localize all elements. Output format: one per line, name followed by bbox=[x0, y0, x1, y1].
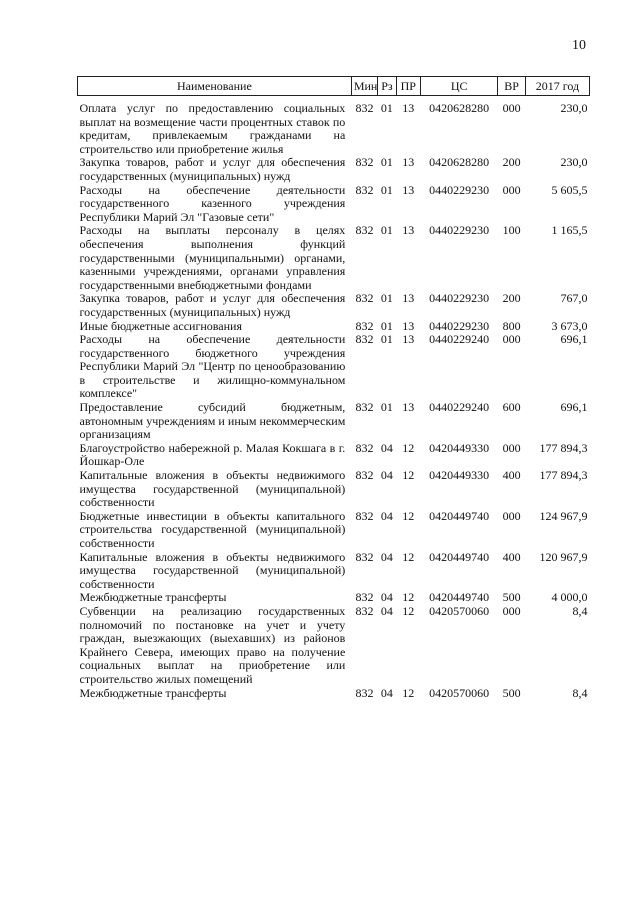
cell-min: 832 bbox=[355, 291, 374, 306]
cell-pr: 13 bbox=[402, 155, 415, 170]
cell-vr: 500 bbox=[502, 590, 521, 605]
cell-name: Иные бюджетные ассигнования bbox=[79, 318, 242, 333]
cell-cs: 0440229240 bbox=[429, 332, 490, 347]
cell-pr: 13 bbox=[402, 400, 415, 415]
cell-cs: 0440229230 bbox=[429, 182, 490, 197]
cell-vr: 200 bbox=[502, 291, 521, 306]
cell-name: Закупка товаров, работ и услуг для обеспечения государственных (муниципальных) нужд bbox=[79, 291, 346, 319]
cell-name: Межбюджетные трансферты bbox=[79, 590, 227, 605]
table-body bbox=[78, 96, 590, 701]
cell-amount: 8,4 bbox=[572, 685, 588, 700]
cell-cs: 0440229240 bbox=[429, 400, 490, 415]
cell-pr: 13 bbox=[402, 101, 415, 115]
cell-vr: 400 bbox=[502, 468, 521, 483]
cell-amount: 5 605,5 bbox=[551, 182, 588, 197]
cell-vr: 000 bbox=[502, 508, 521, 523]
header-cs: ЦС bbox=[421, 77, 498, 96]
table-row bbox=[78, 442, 590, 469]
cell-amount: 696,1 bbox=[560, 400, 588, 415]
table-row bbox=[78, 156, 590, 183]
cell-pr: 12 bbox=[402, 508, 415, 523]
cell-cs: 0420449330 bbox=[429, 440, 490, 455]
cell-pr: 12 bbox=[402, 685, 415, 700]
cell-cs: 0420570060 bbox=[429, 603, 490, 618]
cell-cs: 0420449330 bbox=[429, 468, 490, 483]
cell-min: 832 bbox=[355, 685, 374, 700]
table-row bbox=[78, 469, 590, 510]
cell-cs: 0440229230 bbox=[429, 223, 490, 238]
table-row bbox=[78, 510, 590, 551]
table-row bbox=[78, 605, 590, 687]
cell-rz: 04 bbox=[380, 508, 393, 523]
cell-vr: 000 bbox=[502, 182, 521, 197]
cell-min: 832 bbox=[355, 182, 374, 197]
cell-vr: 100 bbox=[502, 223, 521, 238]
cell-cs: 0440229230 bbox=[429, 291, 490, 306]
cell-vr: 200 bbox=[502, 155, 521, 170]
cell-pr: 13 bbox=[402, 332, 415, 347]
cell-name: Субвенции на реализацию государственных полномочий по постановке на учет и учету граждан, выезжающих (выехавших) из районов Крайнего Севера, имеющих право на получение социальных выплат на приобретение или строительство жилых помещений bbox=[79, 603, 346, 686]
cell-name: Расходы на обеспечение деятельности государственного казенного учреждения Республики Марий Эл "Газовые сети" bbox=[79, 182, 346, 224]
cell-name: Бюджетные инвестиции в объекты капитального строительства государственной (муниципальной) собственности bbox=[79, 508, 346, 550]
cell-min: 832 bbox=[355, 155, 374, 170]
cell-pr: 13 bbox=[402, 291, 415, 306]
cell-vr: 000 bbox=[502, 603, 521, 618]
cell-min: 832 bbox=[355, 400, 374, 415]
cell-amount: 177 894,3 bbox=[539, 468, 588, 483]
header-name: Наименование bbox=[78, 77, 352, 96]
cell-cs: 0440229230 bbox=[429, 318, 490, 333]
cell-amount: 230,0 bbox=[560, 155, 588, 170]
cell-pr: 12 bbox=[402, 549, 415, 564]
cell-pr: 13 bbox=[402, 223, 415, 238]
table-row bbox=[78, 184, 590, 225]
cell-cs: 0420449740 bbox=[429, 549, 490, 564]
header-min: Мин bbox=[351, 77, 377, 96]
cell-cs: 0420570060 bbox=[429, 685, 490, 700]
cell-amount: 8,4 bbox=[572, 603, 588, 618]
table-row bbox=[78, 292, 590, 319]
cell-name: Капитальные вложения в объекты недвижимого имущества государственной (муниципальной) собственности bbox=[79, 549, 346, 591]
table-row bbox=[78, 687, 590, 701]
cell-name: Расходы на обеспечение деятельности государственного бюджетного учреждения Республики Марий Эл "Центр по ценообразованию в строительстве и жилищно-коммунальном комплексе" bbox=[79, 332, 346, 401]
cell-amount: 120 967,9 bbox=[539, 549, 588, 564]
cell-rz: 04 bbox=[380, 685, 393, 700]
cell-min: 832 bbox=[355, 318, 374, 333]
cell-pr: 12 bbox=[402, 603, 415, 618]
table-row bbox=[78, 551, 590, 592]
cell-min: 832 bbox=[355, 223, 374, 238]
cell-amount: 4 000,0 bbox=[551, 590, 588, 605]
cell-pr: 12 bbox=[402, 590, 415, 605]
table-row bbox=[78, 320, 590, 334]
cell-rz: 01 bbox=[380, 223, 393, 238]
cell-amount: 124 967,9 bbox=[539, 508, 588, 523]
table-row bbox=[78, 224, 590, 292]
cell-rz: 01 bbox=[380, 155, 393, 170]
cell-name: Закупка товаров, работ и услуг для обеспечения государственных (муниципальных) нужд bbox=[79, 155, 346, 183]
cell-vr: 600 bbox=[502, 400, 521, 415]
cell-cs: 0420449740 bbox=[429, 508, 490, 523]
cell-vr: 500 bbox=[502, 685, 521, 700]
cell-name: Благоустройство набережной р. Малая Кокшага в г. Йошкар-Оле bbox=[79, 440, 346, 469]
cell-vr: 000 bbox=[502, 101, 521, 115]
cell-name: Капитальные вложения в объекты недвижимого имущества государственной (муниципальной) собственности bbox=[79, 468, 346, 510]
table-row bbox=[78, 102, 590, 156]
cell-name: Предоставление субсидий бюджетным, автономным учреждениям и иным некоммерческим организациям bbox=[79, 400, 346, 442]
cell-rz: 01 bbox=[380, 318, 393, 333]
cell-min: 832 bbox=[355, 508, 374, 523]
cell-rz: 04 bbox=[380, 468, 393, 483]
cell-pr: 13 bbox=[402, 182, 415, 197]
header-rz: Рз bbox=[378, 77, 396, 96]
header-vr: ВР bbox=[498, 77, 525, 96]
cell-rz: 01 bbox=[380, 400, 393, 415]
budget-table bbox=[77, 76, 590, 700]
cell-rz: 04 bbox=[380, 549, 393, 564]
cell-amount: 177 894,3 bbox=[539, 440, 588, 455]
cell-pr: 12 bbox=[402, 440, 415, 455]
cell-vr: 400 bbox=[502, 549, 521, 564]
cell-min: 832 bbox=[355, 590, 374, 605]
cell-amount: 230,0 bbox=[560, 101, 588, 115]
cell-min: 832 bbox=[355, 332, 374, 347]
table-row bbox=[78, 591, 590, 605]
cell-min: 832 bbox=[355, 101, 374, 115]
cell-name: Межбюджетные трансферты bbox=[79, 685, 227, 700]
cell-amount: 3 673,0 bbox=[551, 318, 588, 333]
cell-pr: 13 bbox=[402, 318, 415, 333]
cell-rz: 01 bbox=[380, 101, 393, 115]
cell-cs: 0420628280 bbox=[429, 101, 490, 115]
cell-name: Расходы на выплаты персоналу в целях обеспечения выполнения функций государственными (муниципальными) органами, казенными учреждениями, органами управления государственными внебюджетными фондами bbox=[79, 223, 346, 292]
cell-rz: 04 bbox=[380, 603, 393, 618]
table-header bbox=[78, 77, 590, 96]
header-pr: ПР bbox=[396, 77, 420, 96]
cell-rz: 01 bbox=[380, 182, 393, 197]
table-row bbox=[78, 333, 590, 401]
cell-amount: 696,1 bbox=[560, 332, 588, 347]
cell-cs: 0420449740 bbox=[429, 590, 490, 605]
cell-rz: 04 bbox=[380, 590, 393, 605]
cell-rz: 04 bbox=[380, 440, 393, 455]
cell-rz: 01 bbox=[380, 332, 393, 347]
header-year: 2017 год bbox=[525, 77, 589, 96]
cell-cs: 0420628280 bbox=[429, 155, 490, 170]
cell-amount: 1 165,5 bbox=[551, 223, 588, 238]
cell-min: 832 bbox=[355, 440, 374, 455]
cell-rz: 01 bbox=[380, 291, 393, 306]
cell-vr: 000 bbox=[502, 332, 521, 347]
table-row bbox=[78, 401, 590, 442]
cell-min: 832 bbox=[355, 549, 374, 564]
cell-pr: 12 bbox=[402, 468, 415, 483]
cell-min: 832 bbox=[355, 603, 374, 618]
cell-name: Оплата услуг по предоставлению социальных выплат на возмещение части процентных ставок по кредитам, привлекаемым гражданами на строительство или приобретение жилья bbox=[79, 101, 346, 156]
cell-amount: 767,0 bbox=[560, 291, 588, 306]
cell-vr: 800 bbox=[502, 318, 521, 333]
page-number: 10 bbox=[572, 38, 586, 53]
cell-min: 832 bbox=[355, 468, 374, 483]
cell-vr: 000 bbox=[502, 440, 521, 455]
